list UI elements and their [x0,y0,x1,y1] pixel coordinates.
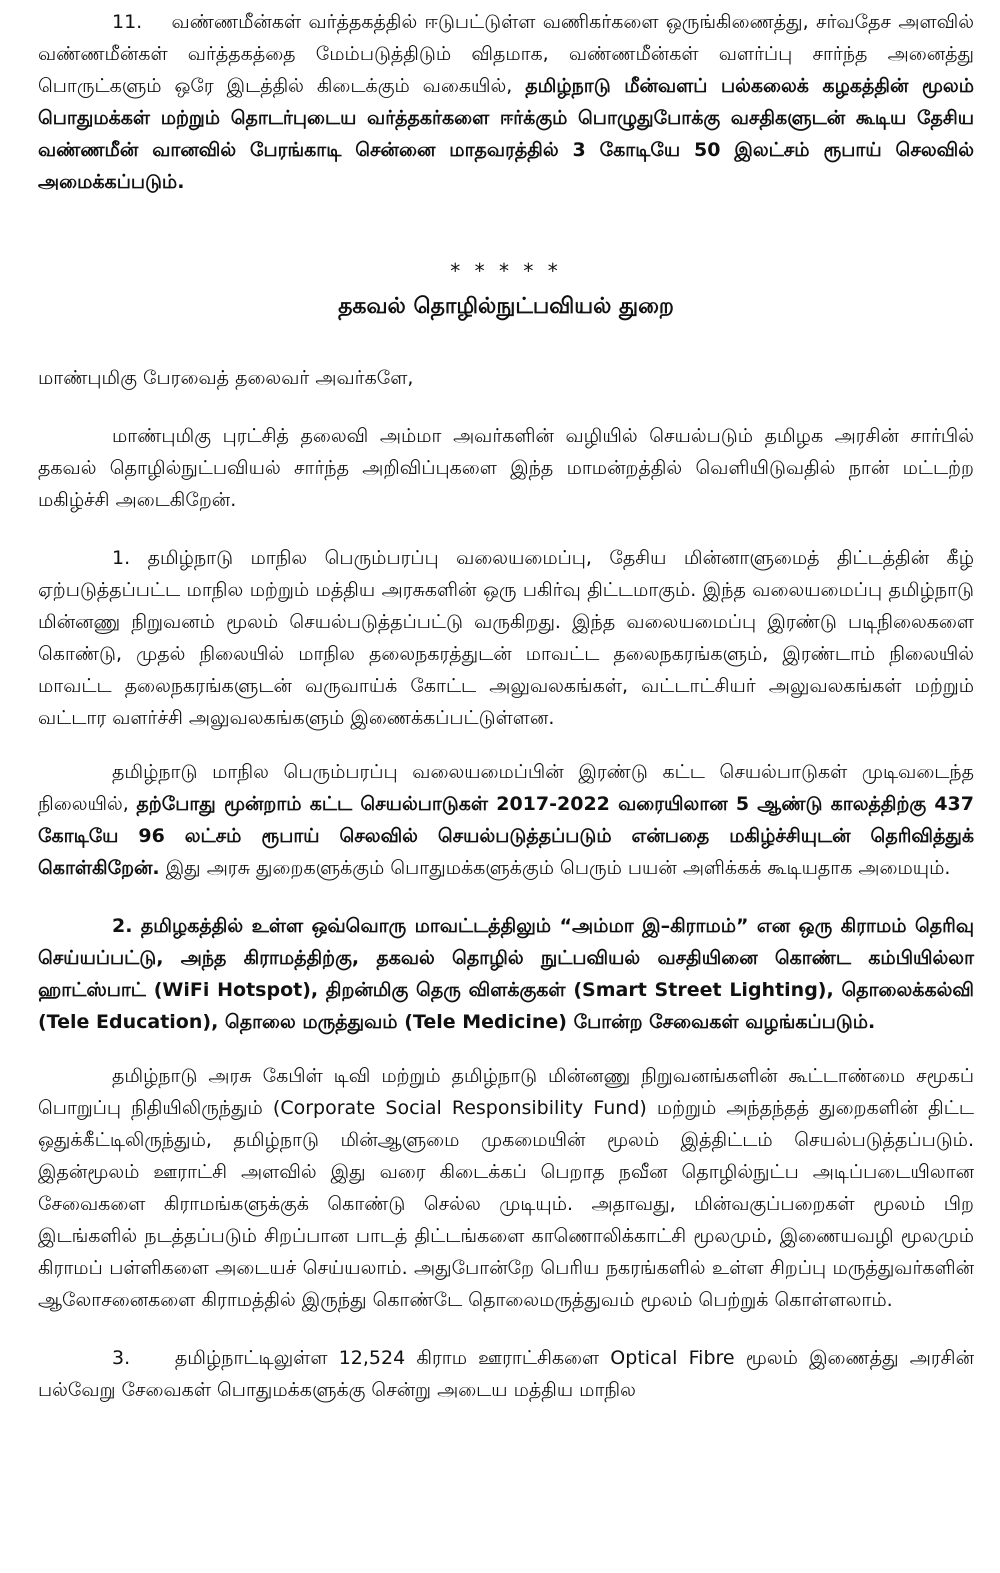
paragraph-1b-text-start: தமிழ்நாடு மாநில பெரும்பரப்பு வலையமைப்பின் இரண்டு கட்ட செயல்பாடுகள் முடிவடைந்த நிலையில், [38,761,974,815]
department-heading: தகவல் தொழில்நுட்பவியல் துறை [338,294,674,319]
paragraph-3-text: தமிழ்நாட்டிலுள்ள 12,524 கிராம ஊராட்சிகளை Optical Fibre மூலம் இணைத்து அரசின் பல்வேறு சேவைகள் பொதுமக்களுக்கு சென்று அடைய மத்திய மாநில [38,1347,974,1401]
paragraph-2b: தமிழ்நாடு அரசு கேபிள் டிவி மற்றும் தமிழ்நாடு மின்னணு நிறுவனங்களின் கூட்டாண்மை சமூகப் பொறுப்பு நிதியிலிருந்தும் (Corporate Social Responsibility Fund) மற்றும் அந்தந்தத் துறைகளின் திட்ட ஒதுக்கீட்டிலிருந்தும், தமிழ்நாடு மின்ஆளுமை முகமையின் மூலம் இத்திட்டம் செயல்படுத்தப்படும். இதன்மூலம் ஊராட்சி அளவில் இது வரை கிடைக்கப் பெறாத நவீன தொழில்நுட்ப அடிப்படையிலான சேவைகளை கிராமங்களுக்குக் கொண்டு செல்ல முடியும். அதாவது, மின்வகுப்பறைகள் மூலம் பிற இடங்களில் நடத்தப்படும் சிறப்பான பாடத் திட்டங்களை காணொலிக்காட்சி மூலமும், இணையவழி மூலமும் கிராமப் பள்ளிகளை அடையச் செய்யலாம். அதுபோன்றே பெரிய நகரங்களில் உள்ள சிறப்பு மருத்துவர்களின் ஆலோசனைகளை கிராமத்தில் இருந்து கொண்டே தொலைமருத்துவம் மூலம் பெற்றுக் கொள்ளலாம். [38,1065,974,1311]
paragraph-3 [38,1342,974,1406]
paragraph-11-text: வண்ணமீன்கள் வர்த்தகத்தில் ஈடுபட்டுள்ள வணிகர்களை ஒருங்கிணைத்து, சர்வதேச அளவில் வண்ணமீன்கள் வர்த்தகத்தை மேம்படுத்திடும் விதமாக, வண்ணமீன்கள் வளர்ப்பு சார்ந்த அனைத்து பொருட்களும் ஒரே இடத்தில் கிடைக்கும் வகையில், [38,11,974,97]
paragraph-1 [38,542,974,734]
paragraph-2: 2. தமிழகத்தில் உள்ள ஒவ்வொரு மாவட்டத்திலும் “அம்மா இ–கிராமம்” என ஒரு கிராமம் தெரிவு செய்யப்பட்டு, அந்த கிராமத்திற்கு, தகவல் தொழில் நுட்பவியல் வசதியினை கொண்ட கம்பியில்லா ஹாட்ஸ்பாட் (WiFi Hotspot), திறன்மிகு தெரு விளக்குகள் (Smart Street Lighting), தொலைக்கல்வி (Tele Education), தொலை மருத்துவம் (Tele Medicine) போன்ற சேவைகள் வழங்கப்படும். [38,915,974,1033]
intro-paragraph: மாண்புமிகு புரட்சித் தலைவி அம்மா அவர்களின் வழியில் செயல்படும் தமிழக அரசின் சார்பில் தகவல் தொழில்நுட்பவியல் சார்ந்த அறிவிப்புகளை இந்த மாமன்றத்தில் வெளியிடுவதில் நான் மட்டற்ற மகிழ்ச்சி அடைகிறேன். [38,425,974,511]
salutation: மாண்புமிகு பேரவைத் தலைவர் அவர்களே, [38,367,414,389]
paragraph-1b [38,756,974,884]
paragraph-11 [38,6,974,198]
section-separator: * * * * * [450,259,562,283]
paragraph-1b-bold-text: தற்போது மூன்றாம் கட்ட செயல்பாடுகள் 2017-2022 வரையிலான 5 ஆண்டு காலத்திற்கு 437 கோடியே 96 லட்சம் ரூபாய் செலவில் செயல்படுத்தப்படும் என்பதை மகிழ்ச்சியுடன் தெரிவித்துக் கொள்கிறேன். [38,793,974,879]
paragraph-11-number: 11. [112,11,143,33]
paragraph-1-number: 1. [112,547,131,569]
paragraph-3-number: 3. [112,1347,131,1369]
paragraph-1-text: தமிழ்நாடு மாநில பெரும்பரப்பு வலையமைப்பு, தேசிய மின்னாளுமைத் திட்டத்தின் கீழ் ஏற்படுத்தப்பட்ட மாநில மற்றும் மத்திய அரசுகளின் ஒரு பகிர்வு திட்டமாகும். இந்த வலையமைப்பு தமிழ்நாடு மின்னணு நிறுவனம் மூலம் செயல்படுத்தப்பட்டு வருகிறது. இந்த வலையமைப்பு இரண்டு படிநிலைகளை கொண்டு, முதல் நிலையில் மாநில தலைநகரத்துடன் மாவட்ட தலைநகரங்களும், இரண்டாம் நிலையில் மாவட்ட தலைநகரங்களுடன் வருவாய்க் கோட்ட அலுவலகங்கள், வட்டாட்சியர் அலுவலகங்கள் மற்றும் வட்டார வளர்ச்சி அலுவலகங்களும் இணைக்கப்பட்டுள்ளன. [38,547,974,729]
paragraph-1b-text-end: இது அரசு துறைகளுக்கும் பொதுமக்களுக்கும் பெரும் பயன் அளிக்கக் கூடியதாக அமையும். [159,857,951,879]
paragraph-11-bold-text: தமிழ்நாடு மீன்வளப் பல்கலைக் கழகத்தின் மூலம் பொதுமக்கள் மற்றும் தொடர்புடைய வர்த்தகர்களை ஈர்க்கும் பொழுதுபோக்கு வசதிகளுடன் கூடிய தேசிய வண்ணமீன் வானவில் பேரங்காடி சென்னை மாதவரத்தில் 3 கோடியே 50 இலட்சம் ரூபாய் செலவில் அமைக்கப்படும். [38,75,974,193]
